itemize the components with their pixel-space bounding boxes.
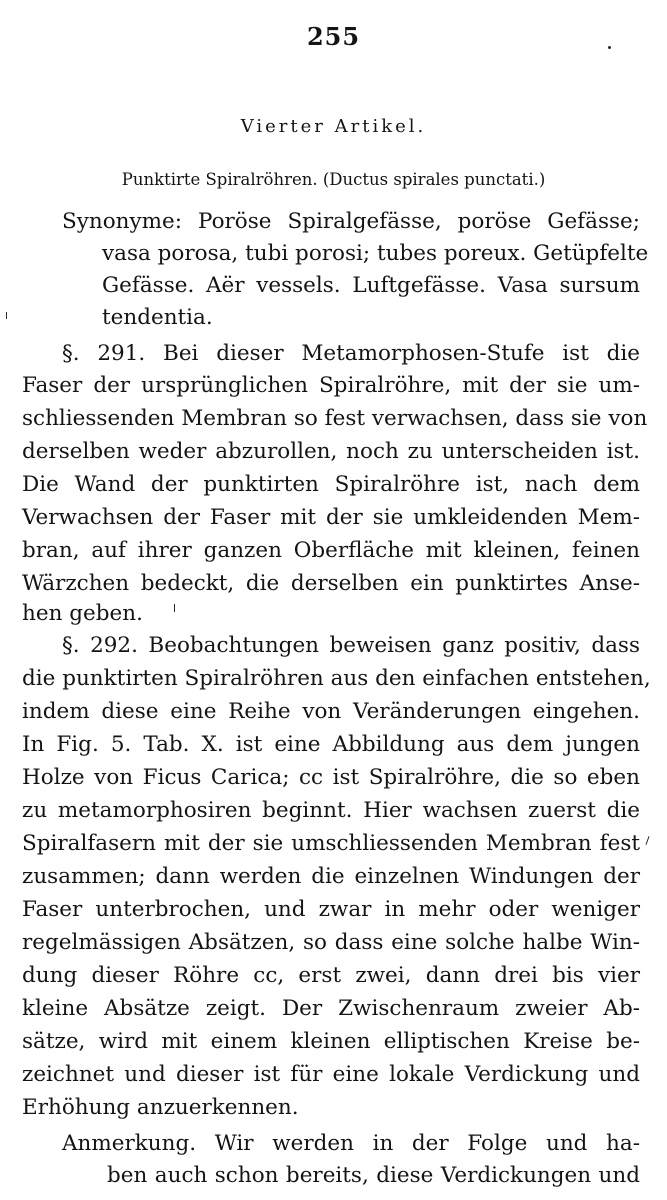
text-line: Spiralfasern mit der sie umschliessenden Membran fest: [22, 831, 640, 856]
text-line: zusammen; dann werden die einzelnen Windungen der: [22, 864, 640, 889]
print-speck: [6, 312, 7, 319]
text-line: tendentia.: [102, 305, 213, 330]
text-line: Faser unterbrochen, und zwar in mehr oder weniger: [22, 897, 640, 922]
text-line: bran, auf ihrer ganzen Oberfläche mit kleinen, feinen: [22, 538, 640, 563]
text-line: derselben weder abzurollen, noch zu unterscheiden ist.: [22, 439, 640, 464]
text-line: Synonyme: Poröse Spiralgefässe, poröse Gefässe;: [62, 209, 640, 234]
text-line: Verwachsen der Faser mit der sie umkleidenden Mem-: [22, 505, 640, 530]
text-line: ben auch schon bereits, diese Verdickungen und: [107, 1163, 640, 1188]
paragraph-291-start: §. 291. Bei dieser Metamorphosen-Stufe ist die: [62, 341, 640, 366]
text-line: Wärzchen bedeckt, die derselben ein punktirtes Anse-: [22, 571, 640, 596]
note-start: Anmerkung. Wir werden in der Folge und ha-: [62, 1131, 640, 1156]
text-line: vasa porosa, tubi porosi; tubes poreux. Getüpfelte: [102, 241, 649, 266]
text-line: regelmässigen Absätzen, so dass eine solche halbe Win-: [22, 930, 640, 955]
text-line: Gefässe. Aër vessels. Luftgefässe. Vasa sursum: [102, 273, 640, 298]
article-title: Vierter Artikel.: [240, 116, 427, 137]
paragraph-292-start: §. 292. Beobachtungen beweisen ganz positiv, dass: [62, 633, 640, 658]
text-line: sätze, wird mit einem kleinen elliptischen Kreise be-: [22, 1029, 640, 1054]
text-line: In Fig. 5. Tab. X. ist eine Abbildung aus dem jungen: [22, 732, 640, 757]
text-line: zu metamorphosiren beginnt. Hier wachsen zuerst die: [22, 798, 640, 823]
print-speck: [174, 604, 175, 612]
text-line: Faser der ursprünglichen Spiralröhre, mit der sie um-: [22, 373, 640, 398]
text-line: Die Wand der punktirten Spiralröhre ist, nach dem: [22, 472, 640, 497]
text-line: Holze von Ficus Carica; cc ist Spiralröhre, die so eben: [22, 765, 640, 790]
text-line: Erhöhung anzuerkennen.: [22, 1095, 299, 1120]
text-line: die punktirten Spiralröhren aus den einfachen entstehen,: [22, 666, 651, 691]
text-line: schliessenden Membran so fest verwachsen, dass sie von: [22, 406, 648, 431]
text-line: hen geben.: [22, 601, 143, 626]
print-speck: [645, 836, 649, 845]
text-line: indem diese eine Reihe von Veränderungen eingehen.: [22, 699, 640, 724]
print-speck: [608, 46, 611, 49]
section-heading: Punktirte Spiralröhren. (Ductus spirales punctati.): [121, 170, 546, 189]
text-line: dung dieser Röhre cc, erst zwei, dann drei bis vier: [22, 963, 640, 988]
page-number: 255: [306, 22, 361, 51]
text-line: kleine Absätze zeigt. Der Zwischenraum zweier Ab-: [22, 996, 640, 1021]
text-line: zeichnet und dieser ist für eine lokale Verdickung und: [22, 1062, 640, 1087]
